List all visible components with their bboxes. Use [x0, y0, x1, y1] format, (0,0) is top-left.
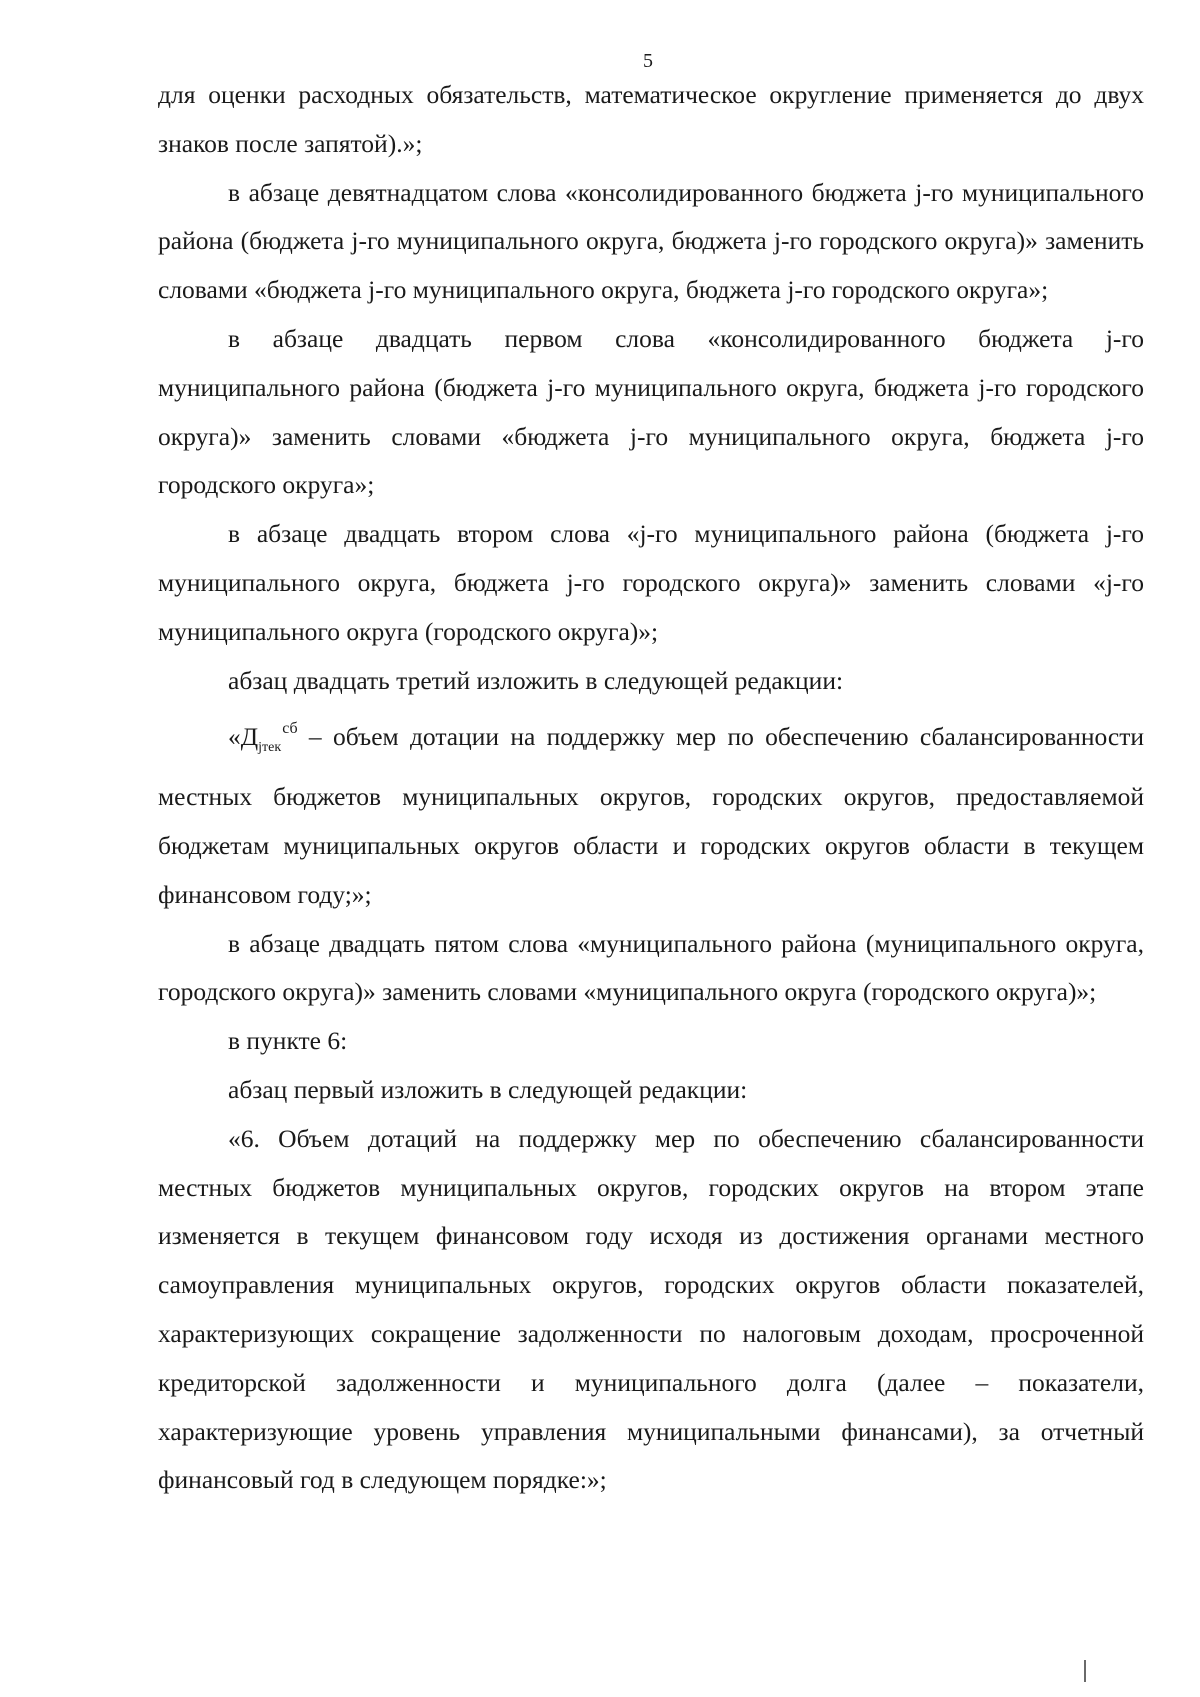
paragraph: в абзаце двадцать пятом слова «муниципального района (муниципального округа, городского округа)» заменить словами «муниципального округа (городского округа)»;: [158, 928, 1144, 1007]
paragraph: в пункте 6:: [228, 1026, 348, 1056]
paragraph: в абзаце двадцать втором слова «j-го муниципального района (бюджета j-го муниципального округа, бюджета j-го городского округа)» заменить словами «j-го муниципального округа (городского округа)»;: [158, 519, 1144, 646]
formula-superscript: сб: [282, 720, 298, 738]
page-number: 5: [643, 50, 653, 72]
document-body: [158, 71, 1144, 1505]
scan-artifact-mark: [1084, 1660, 1086, 1682]
paragraph: абзац двадцать третий изложить в следующей редакции:: [228, 665, 844, 695]
paragraph: в абзаце девятнадцатом слова «консолидированного бюджета j-го муниципального района (бюджета j-го муниципального округа, бюджета j-го городского округа)» заменить словами «бюджета j-го муниципального округа, бюджета j-го городского округа»;: [158, 177, 1144, 305]
formula-letter: Д: [240, 722, 259, 752]
paragraph: «6. Объем дотаций на поддержку мер по обеспечению сбалансированности местных бюджетов муниципальных округов, городских округов на втором этапе изменяется в текущем финансовом году исходя из достижения органами местного самоуправления муниципальных округов, городских округов области показателей, характеризующих сокращение задолженности по налоговым доходам, просроченной кредиторской задолженности и муниципального долга (далее – показатели, характеризующие уровень управления муниципальными финансами), за отчетный финансовый год в следующем порядке:»;: [158, 1123, 1144, 1495]
paragraph: в абзаце двадцать первом слова «консолидированного бюджета j-го муниципального района (бюджета j-го муниципального округа, бюджета j-го городского округа)» заменить словами «бюджета j-го муниципального округа, бюджета j-го городского округа»;: [158, 323, 1144, 500]
formula-open-quote: «: [228, 722, 241, 752]
formula-subscript: jтек: [258, 740, 282, 756]
paragraph-formula-definition: [158, 705, 1144, 919]
formula-symbol: [228, 720, 298, 756]
formula-definition-text: – объем дотации на поддержку мер по обеспечению сбалансированности местных бюджетов муниципальных округов, городских округов, предоставляемой бюджетам муниципальных округов области и городских округов области в текущем финансовом году;»;: [158, 722, 1144, 909]
paragraph: для оценки расходных обязательств, математическое округление применяется до двух знаков после запятой).»;: [158, 80, 1144, 158]
paragraph: абзац первый изложить в следующей редакции:: [228, 1074, 748, 1104]
